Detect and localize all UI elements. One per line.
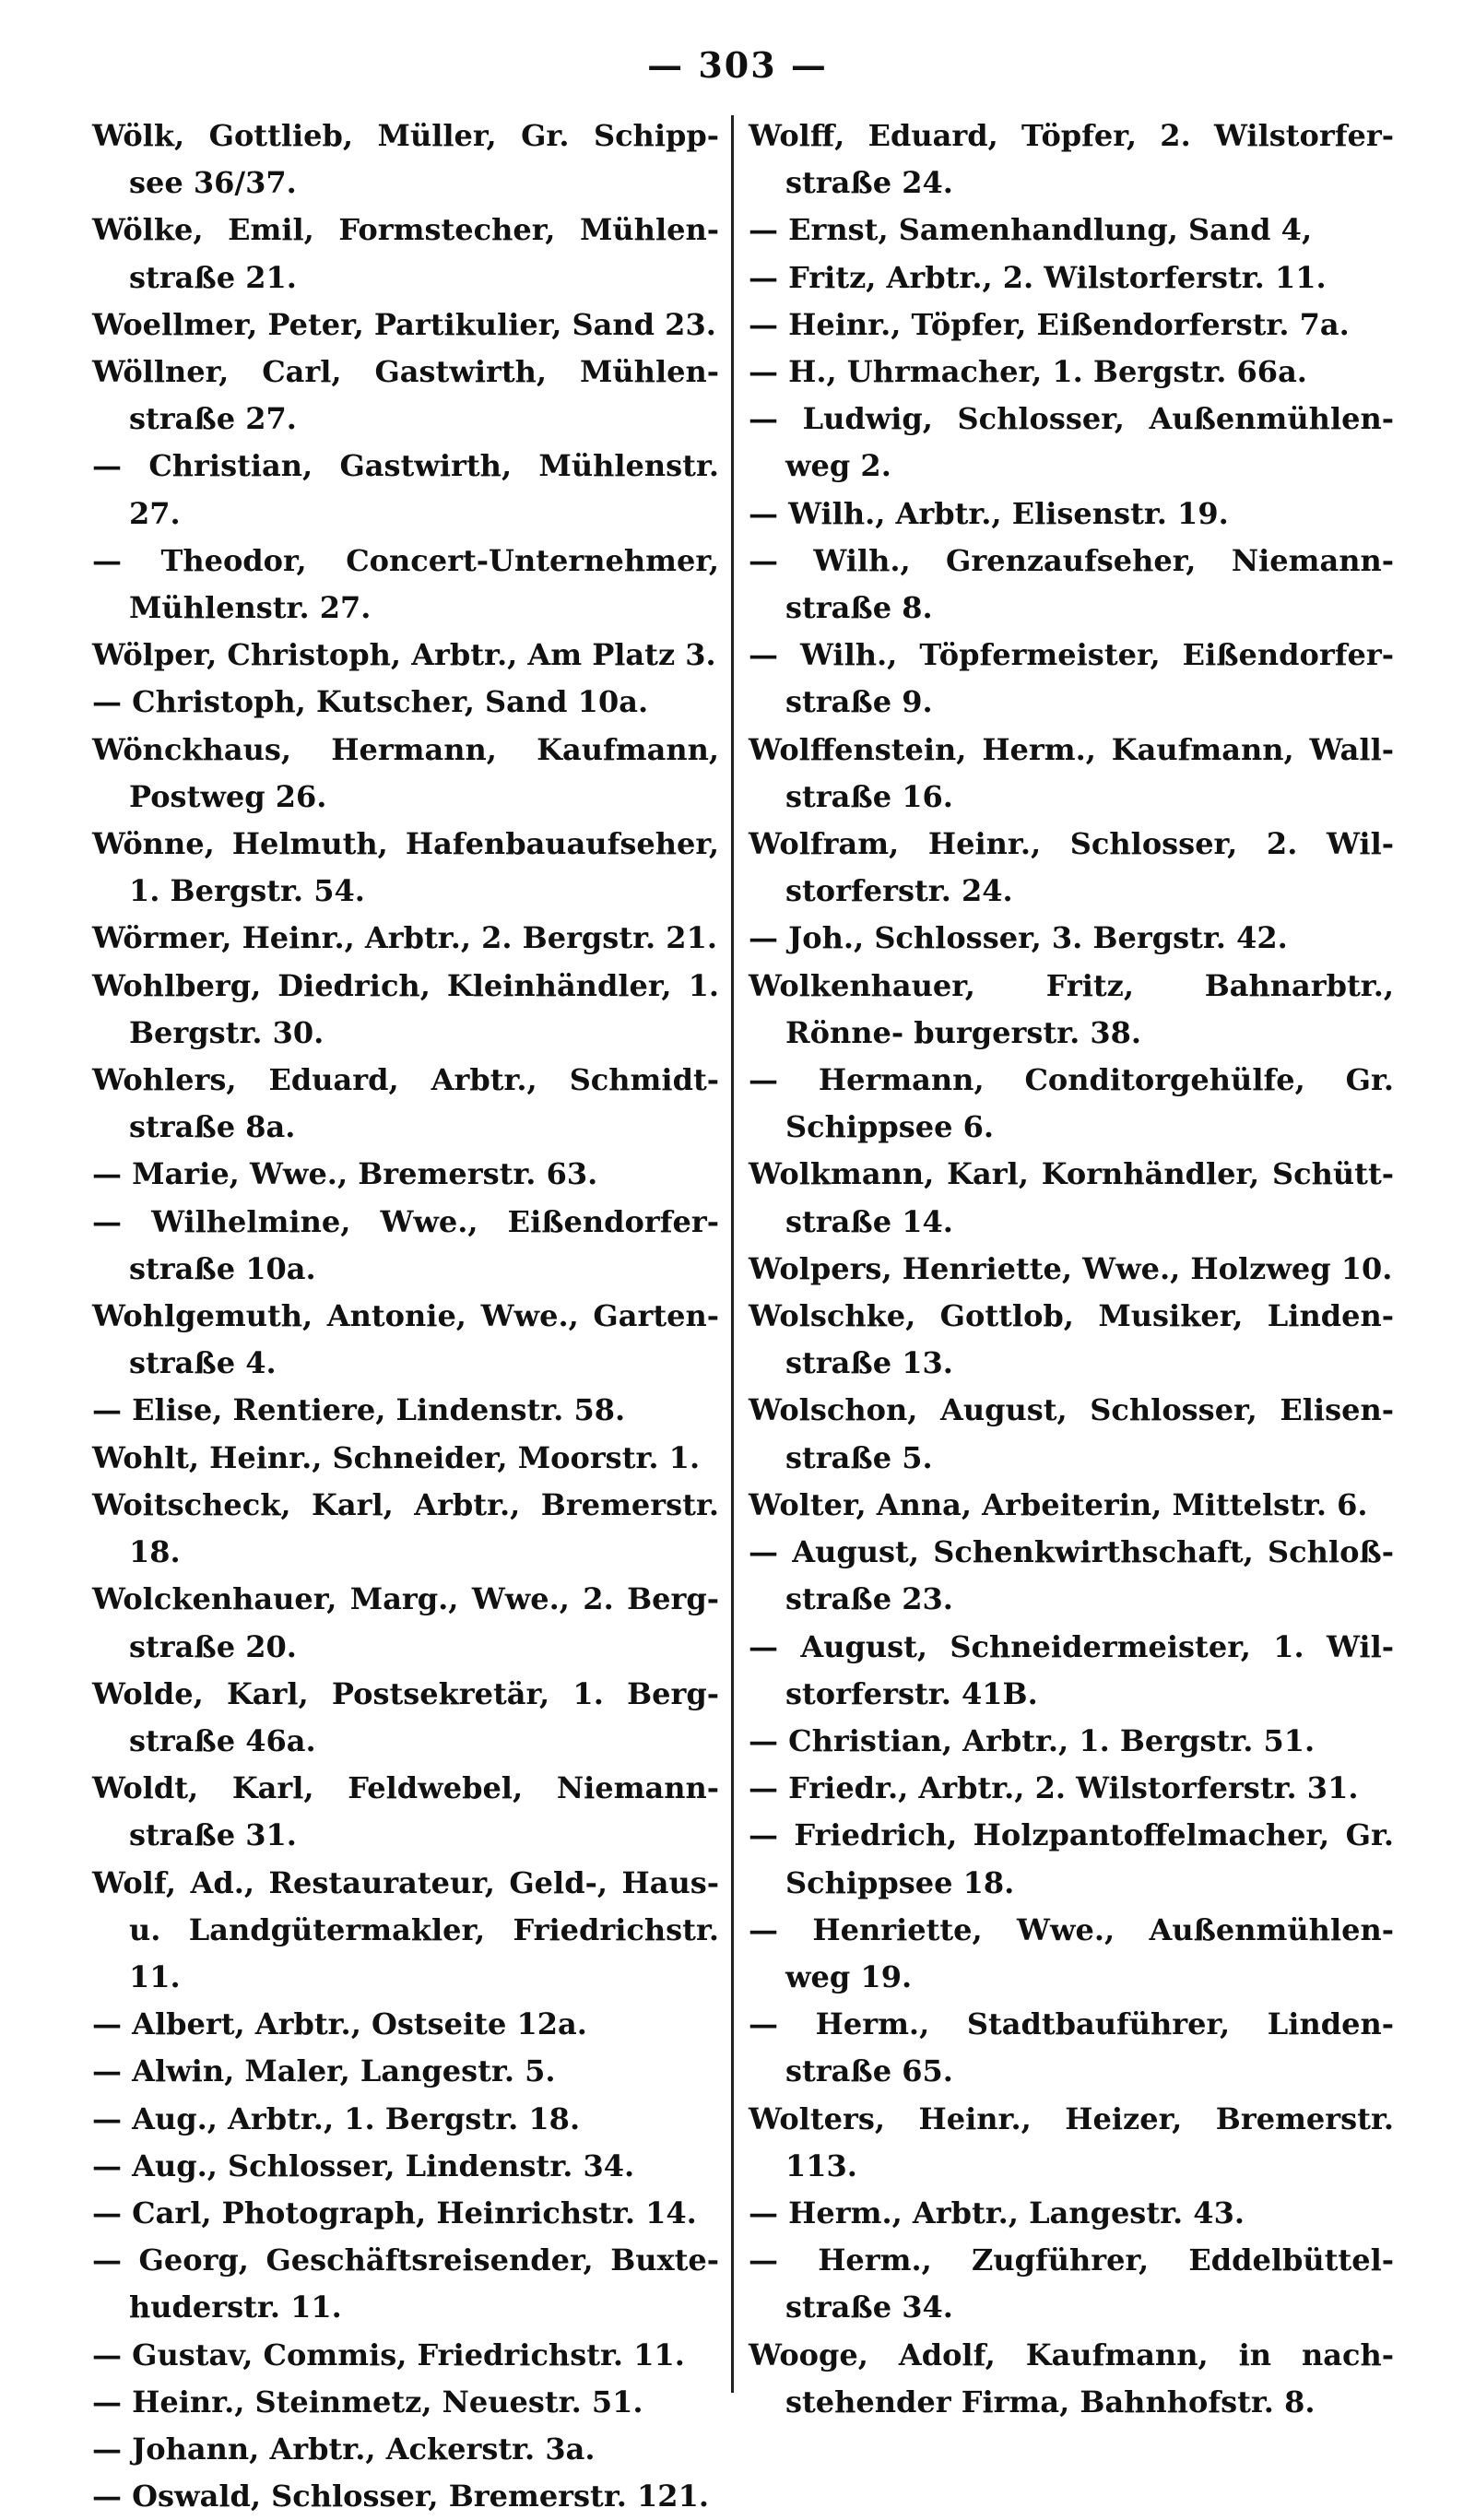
directory-entry: — Wilh., Töpfermeister, Eißendorfer- straße 9. [749,637,1394,720]
directory-entry: — Friedrich, Holzpantoffelmacher, Gr. Schippsee 18. [749,1817,1394,1900]
directory-entry: Wörmer, Heinr., Arbtr., 2. Bergstr. 21. [92,920,717,956]
directory-entry: Wölke, Emil, Formstecher, Mühlen- straße 21. [92,212,719,295]
directory-entry: Wolters, Heinr., Heizer, Bremerstr. 113. [749,2100,1394,2183]
directory-entry: — Wilh., Arbtr., Elisenstr. 19. [749,495,1229,531]
directory-entry: — Christian, Arbtr., 1. Bergstr. 51. [749,1722,1316,1758]
directory-entry: — Herm., Stadtbauführer, Linden- straße 65. [749,2006,1394,2089]
directory-entry: Wolf, Ad., Restaurateur, Geld-, Haus- u. Landgütermakler, Friedrichstr. 11. [92,1864,719,1994]
directory-entry: — August, Schenkwirthschaft, Schloß- straße 23. [749,1534,1394,1617]
directory-entry: Wohlberg, Diedrich, Kleinhändler, 1. Bergstr. 30. [92,967,719,1050]
directory-entry: — Elise, Rentiere, Lindenstr. 58. [92,1392,626,1428]
directory-entry: Wohlgemuth, Antonie, Wwe., Garten- straße 4. [92,1298,719,1381]
directory-entry: — Theodor, Concert-Unternehmer, Mühlenstr. 27. [92,542,719,626]
directory-entry: Wolkmann, Karl, Kornhändler, Schütt- straße 14. [749,1156,1394,1239]
directory-entry: Wolpers, Henriette, Wwe., Holzweg 10. [749,1250,1393,1286]
directory-entry: — Marie, Wwe., Bremerstr. 63. [92,1156,598,1192]
column-divider [731,115,734,2393]
directory-entry: — H., Uhrmacher, 1. Bergstr. 66a. [749,354,1307,390]
directory-entry: — Oswald, Schlosser, Bremerstr. 121. [92,2479,709,2514]
directory-entry: Wölper, Christoph, Arbtr., Am Platz 3. [92,637,716,673]
directory-entry: — Heinr., Töpfer, Eißendorferstr. 7a. [749,306,1350,342]
directory-entry: — Gustav, Commis, Friedrichstr. 11. [92,2337,685,2372]
directory-entry: — Friedr., Arbtr., 2. Wilstorferstr. 31. [749,1770,1359,1806]
directory-entry: Woitscheck, Karl, Arbtr., Bremerstr. 18. [92,1486,719,1570]
directory-entry: Woellmer, Peter, Partikulier, Sand 23. [92,306,716,342]
directory-entry: — Wilh., Grenzaufseher, Niemann- straße 8. [749,542,1394,626]
directory-entry: — Wilhelmine, Wwe., Eißendorfer- straße 10a. [92,1203,719,1286]
directory-entry: — Heinr., Steinmetz, Neuestr. 51. [92,2384,643,2419]
directory-entry: — Georg, Geschäftsreisender, Buxte- huderstr. 11. [92,2242,719,2325]
directory-entry: Wölk, Gottlieb, Müller, Gr. Schipp- see 36/37. [92,118,719,201]
directory-entry: — Christian, Gastwirth, Mühlenstr. 27. [92,448,719,531]
directory-entry: — Fritz, Arbtr., 2. Wilstorferstr. 11. [749,259,1327,295]
directory-entry: Wolter, Anna, Arbeiterin, Mittelstr. 6. [749,1486,1368,1522]
directory-entry: — Henriette, Wwe., Außenmühlen- weg 19. [749,1911,1394,1994]
directory-entry: Wöllner, Carl, Gastwirth, Mühlen- straße 27. [92,354,719,437]
directory-entry: — Carl, Photograph, Heinrichstr. 14. [92,2195,697,2230]
directory-entry: — Herm., Zugführer, Eddelbüttel- straße 34. [749,2242,1394,2325]
directory-entry: Wolckenhauer, Marg., Wwe., 2. Berg- straße 20. [92,1581,719,1664]
directory-entry: — Ludwig, Schlosser, Außenmühlen- weg 2. [749,401,1394,484]
directory-entry: Woldt, Karl, Feldwebel, Niemann- straße 31. [92,1770,719,1853]
directory-entry: Wolkenhauer, Fritz, Bahnarbtr., Rönne- burgerstr. 38. [749,967,1394,1050]
directory-entry: Wohlers, Eduard, Arbtr., Schmidt- straße 8a. [92,1062,719,1145]
left-column [92,112,719,2514]
directory-entry: — Herm., Arbtr., Langestr. 43. [749,2195,1245,2230]
directory-entry: — Albert, Arbtr., Ostseite 12a. [92,2006,587,2042]
directory-entry: — Christoph, Kutscher, Sand 10a. [92,684,649,720]
directory-entry: — Alwin, Maler, Langestr. 5. [92,2053,556,2089]
directory-entry: Wönne, Helmuth, Hafenbauaufseher, 1. Bergstr. 54. [92,826,719,909]
directory-entry: Wolschke, Gottlob, Musiker, Linden- straße 13. [749,1298,1394,1381]
page-number: — 303 — [647,44,828,86]
directory-entry: Wolschon, August, Schlosser, Elisen- straße 5. [749,1392,1394,1475]
right-column [749,112,1394,2419]
directory-entry: — Aug., Arbtr., 1. Bergstr. 18. [92,2100,581,2136]
directory-entry: Wohlt, Heinr., Schneider, Moorstr. 1. [92,1439,701,1475]
directory-entry: — Joh., Schlosser, 3. Bergstr. 42. [749,920,1288,956]
directory-entry: — Ernst, Samenhandlung, Sand 4, [749,212,1313,248]
directory-entry: Wolde, Karl, Postsekretär, 1. Berg- straße 46a. [92,1675,719,1758]
directory-entry: — Hermann, Conditorgehülfe, Gr. Schippsee 6. [749,1062,1394,1145]
directory-entry: Wolff, Eduard, Töpfer, 2. Wilstorfer- straße 24. [749,118,1394,201]
directory-entry: — August, Schneidermeister, 1. Wil- storferstr. 41B. [749,1628,1394,1711]
directory-entry: — Aug., Schlosser, Lindenstr. 34. [92,2147,635,2183]
directory-entry: Wolfram, Heinr., Schlosser, 2. Wil- storferstr. 24. [749,826,1394,909]
directory-entry: Wolffenstein, Herm., Kaufmann, Wall- straße 16. [749,731,1394,814]
directory-entry: Wönckhaus, Hermann, Kaufmann, Postweg 26. [92,731,719,814]
directory-entry: — Johann, Arbtr., Ackerstr. 3a. [92,2431,596,2467]
directory-entry: Wooge, Adolf, Kaufmann, in nach- stehender Firma, Bahnhofstr. 8. [749,2337,1394,2419]
